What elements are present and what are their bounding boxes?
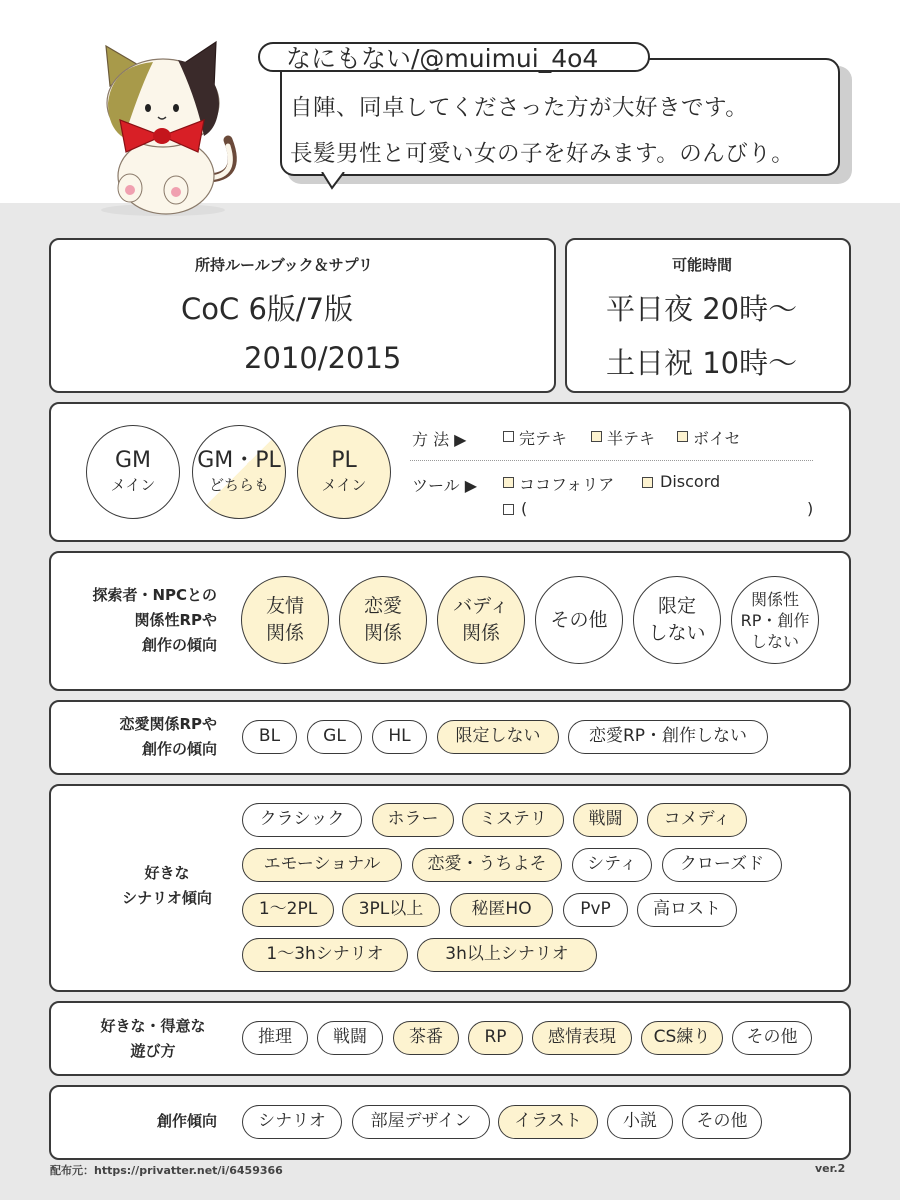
tool-discord: Discord (660, 472, 721, 491)
scenario-emotional[interactable]: エモーショナル (242, 848, 402, 882)
rel-buddy-1: バディ (453, 595, 509, 617)
relationship-label: 探索者・NPCとの 関係性RPや 創作の傾向 (92, 586, 217, 654)
tool-other-checkbox[interactable] (503, 504, 514, 515)
role-pl-main[interactable] (297, 425, 391, 519)
role-pl-label: PL (331, 448, 357, 473)
play-battle[interactable]: 戦闘 (317, 1021, 383, 1055)
scenario-1-3h[interactable]: 1～3hシナリオ (242, 938, 408, 972)
method-full-text-checkbox[interactable] (503, 431, 514, 442)
scenario-high-lost[interactable]: 高ロスト (637, 893, 737, 927)
rel-unlimited-1: 限定 (657, 595, 696, 617)
tool-label: ツール ▶ (412, 476, 478, 495)
scenario-mystery[interactable]: ミステリ (462, 803, 564, 837)
rel-none-3: しない (750, 631, 799, 651)
time-heading: 可能時間 (672, 256, 733, 274)
creation-illust[interactable]: イラスト (498, 1105, 598, 1139)
role-both-label: GM・PL (197, 448, 281, 473)
play-deduction[interactable]: 推理 (242, 1021, 308, 1055)
rel-friend-1: 友情 (265, 595, 304, 617)
relationship-unlimited[interactable] (633, 576, 721, 664)
rel-none-1: 関係性 (750, 589, 799, 609)
intro-line-1: 自陣、同卓してくださった方が大好きです。 (290, 95, 749, 121)
method-half-text-checkbox[interactable] (591, 431, 602, 442)
role-both-sub: どちらも (208, 476, 269, 494)
profile-name: なにもない/@muimui_4o4 (258, 42, 650, 72)
scenario-3h-plus[interactable]: 3h以上シナリオ (417, 938, 597, 972)
romance-gl[interactable]: GL (307, 720, 362, 754)
rel-unlimited-2: しない (648, 622, 706, 644)
tool-other-close: ) (807, 499, 814, 518)
rel-other-1: その他 (550, 608, 608, 631)
tool-cocofolia: ココフォリア (519, 475, 615, 494)
scenario-battle[interactable]: 戦闘 (573, 803, 638, 837)
relationship-buddy[interactable] (437, 576, 525, 664)
scenario-pvp[interactable]: PvP (563, 893, 628, 927)
tool-discord-checkbox[interactable] (642, 477, 653, 488)
relationship-friendship[interactable] (241, 576, 329, 664)
scenario-classic[interactable]: クラシック (242, 803, 362, 837)
creation-label: 創作傾向 (156, 1112, 217, 1130)
divider (410, 460, 813, 461)
rel-none-2: RP・創作 (740, 610, 810, 630)
creation-novel[interactable]: 小説 (607, 1105, 673, 1139)
relationship-other[interactable] (535, 576, 623, 664)
tool-other-open: ( (521, 499, 528, 518)
role-gm-label: GM (114, 448, 152, 473)
role-gm-sub: メイン (110, 476, 156, 494)
relationship-romance[interactable] (339, 576, 427, 664)
footer-source: 配布元：https://privatter.net/i/6459366 (50, 1164, 283, 1177)
tool-cocofolia-checkbox[interactable] (503, 477, 514, 488)
speech-bubble-tail (320, 172, 350, 192)
rel-friend-2: 関係 (265, 622, 304, 644)
role-gm-pl-both[interactable] (192, 425, 286, 519)
romance-unlimited[interactable]: 限定しない (437, 720, 559, 754)
scenario-horror[interactable]: ホラー (372, 803, 454, 837)
calico-cat-icon (78, 28, 253, 218)
scenario-secret-ho[interactable]: 秘匿HO (450, 893, 553, 927)
time-weekend: 土日祝 10時～ (606, 346, 798, 380)
method-voice-checkbox[interactable] (677, 431, 688, 442)
role-gm-main[interactable] (86, 425, 180, 519)
method-full-text: 完テキ (519, 429, 568, 448)
romance-hl[interactable]: HL (372, 720, 427, 754)
time-weekday: 平日夜 20時～ (606, 292, 798, 326)
rulebook-years: 2010/2015 (244, 341, 402, 375)
intro-line-2: 長髪男性と可愛い女の子を好みます。のんびり。 (290, 141, 795, 167)
scenario-comedy[interactable]: コメディ (647, 803, 747, 837)
rulebook-systems: CoC 6版/7版 (181, 292, 354, 326)
play-rp[interactable]: RP (468, 1021, 523, 1055)
scenario-romance-ocs[interactable]: 恋愛・うちよそ (412, 848, 562, 882)
rulebook-heading: 所持ルールブック＆サプリ (195, 256, 374, 274)
play-skit[interactable]: 茶番 (393, 1021, 459, 1055)
rel-romance-2: 関係 (363, 622, 402, 644)
scenario-city[interactable]: シティ (572, 848, 652, 882)
play-cs-building[interactable]: CS練り (641, 1021, 723, 1055)
relationship-none[interactable] (731, 576, 819, 664)
method-voice: ボイセ (693, 429, 741, 448)
rel-buddy-2: 関係 (461, 622, 500, 644)
rel-romance-1: 恋愛 (363, 595, 402, 617)
role-pl-sub: メイン (321, 476, 367, 494)
romance-bl[interactable]: BL (242, 720, 297, 754)
romance-none[interactable]: 恋愛RP・創作しない (568, 720, 768, 754)
footer-version: ver.2 (815, 1162, 846, 1175)
scenario-label: 好きな シナリオ傾向 (122, 864, 212, 907)
scenario-closed[interactable]: クローズド (662, 848, 782, 882)
method-label: 方 法 ▶ (412, 430, 467, 449)
method-half-text: 半テキ (607, 429, 656, 448)
creation-scenario[interactable]: シナリオ (242, 1105, 342, 1139)
creation-other[interactable]: その他 (682, 1105, 762, 1139)
creation-room-design[interactable]: 部屋デザイン (352, 1105, 490, 1139)
play-emotion[interactable]: 感情表現 (532, 1021, 632, 1055)
play-other[interactable]: その他 (732, 1021, 812, 1055)
scenario-1-2pl[interactable]: 1～2PL (242, 893, 334, 927)
play-label: 好きな・得意な 遊び方 (100, 1017, 206, 1060)
romance-label: 恋愛関係RPや 創作の傾向 (119, 715, 217, 758)
scenario-3pl-plus[interactable]: 3PL以上 (342, 893, 440, 927)
